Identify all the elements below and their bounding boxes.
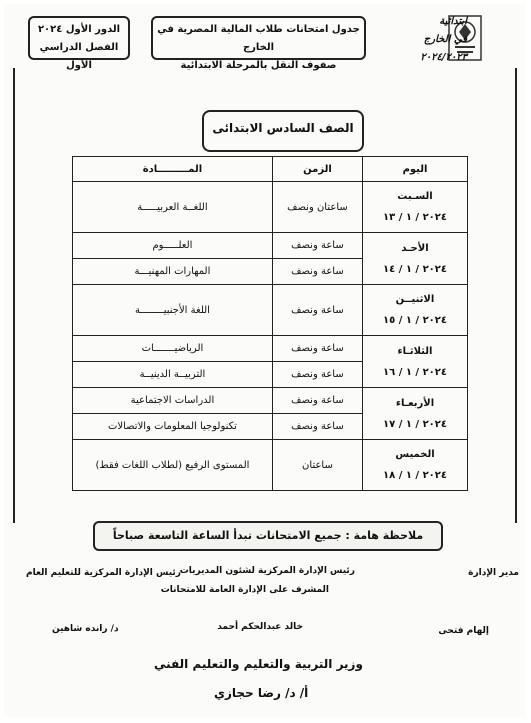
edu-title: رئيس الإدارة المركزية للتعليم العام (26, 568, 181, 578)
term-round: الدور الأول ٢٠٢٤ (37, 24, 121, 35)
central-name: خالد عبدالحكم أحمد (217, 622, 303, 632)
day-date: ٢٠٢٤ / ١ / ١٣ (383, 212, 447, 223)
day-date: ٢٠٢٤ / ١ / ١٧ (383, 418, 447, 430)
subject-cell: تكنولوجيا المعلومات والاتصالات (73, 414, 273, 440)
subject-cell: اللغــة العربيـــــة (73, 182, 273, 233)
time-cell: ساعة ونصف (272, 362, 362, 388)
central-title: رئيس الإدارة المركزية لشئون المديريات (179, 566, 355, 576)
document-page (4, 4, 525, 717)
header-time: الزمن (272, 157, 362, 182)
header-line-2: في الخارج (423, 34, 467, 45)
subject-cell: اللغة الأجنبيــــــــة (73, 285, 273, 336)
subject-cell: العلـــــوم (73, 233, 273, 259)
exam-title-box (151, 16, 366, 71)
table-row (73, 388, 468, 414)
exam-subtitle: صفوف النقل بالمرحلة الابتدائية (180, 60, 337, 71)
table-row (73, 285, 468, 336)
day-cell (363, 285, 468, 336)
day-name: الخميس (395, 449, 435, 460)
time-cell: ساعتان (272, 440, 362, 491)
table-row (73, 440, 468, 491)
grade-title: الصف السادس الابتدائى (202, 110, 364, 152)
table-row (73, 182, 468, 233)
header-year: ٢٠٢٤/٢٠٢٣ (420, 52, 467, 63)
table-row (73, 336, 468, 362)
time-cell: ساعتان ونصف (272, 182, 362, 233)
day-name: الاثنيــن (395, 294, 435, 305)
central-subtitle: المشرف على الإدارة العامة للامتحانات (160, 585, 329, 595)
left-border-line (13, 68, 15, 523)
header-subject: المـــــــــادة (73, 157, 273, 182)
director-title: مدير الإدارة (468, 568, 519, 578)
table-row (73, 233, 468, 259)
minister-name: أ/ د/ رضا حجازي (214, 686, 309, 700)
day-date: ٢٠٢٤ / ١ / ١٨ (383, 470, 447, 481)
minister-title: وزير التربية والتعليم والتعليم الفني (154, 657, 363, 671)
day-cell (363, 388, 468, 440)
day-name: السـبت (397, 191, 433, 202)
term-box (28, 16, 130, 71)
exam-schedule-table (72, 156, 468, 491)
day-date: ٢٠٢٤ / ١ / ١٥ (383, 315, 447, 326)
edu-name: د/ رانده شاهين (52, 624, 119, 634)
director-name: إلهام فتحى (438, 626, 489, 636)
day-name: الثلاثـاء (397, 345, 433, 357)
exam-title: جدول امتحانات طلاب المالية المصرية في الخارج (157, 24, 360, 53)
header-day: اليوم (363, 157, 468, 182)
day-name: الأربعـاء (395, 397, 435, 409)
time-cell: ساعة ونصف (272, 233, 362, 259)
time-cell: ساعة ونصف (272, 259, 362, 285)
subject-cell: الرياضيـــــــات (73, 336, 273, 362)
day-date: ٢٠٢٤ / ١ / ١٤ (383, 263, 447, 275)
time-cell: ساعة ونصف (272, 285, 362, 336)
right-border-line (515, 68, 517, 523)
subject-cell: المستوى الرفيع (لطلاب اللغات فقط) (73, 440, 273, 491)
subject-cell: التربيــة الدينيــة (73, 362, 273, 388)
subject-cell: الدراسات الاجتماعية (73, 388, 273, 414)
day-cell (363, 440, 468, 491)
table-header-row (73, 157, 468, 182)
header-line-1: ابتدائية (439, 16, 467, 27)
day-cell (363, 182, 468, 233)
time-cell: ساعة ونصف (272, 336, 362, 362)
time-cell: ساعة ونصف (272, 388, 362, 414)
day-date: ٢٠٢٤ / ١ / ١٦ (383, 366, 447, 378)
important-note: ملاحظة هامة : جميع الامتحانات تبدأ الساعة التاسعة صباحاً (93, 521, 443, 551)
day-name: الأحـد (401, 242, 429, 254)
time-cell: ساعة ونصف (272, 414, 362, 440)
subject-cell: المهارات المهنيـــة (73, 259, 273, 285)
day-cell (363, 233, 468, 285)
day-cell (363, 336, 468, 388)
term-semester: الفصل الدراسي الأول (39, 42, 119, 71)
